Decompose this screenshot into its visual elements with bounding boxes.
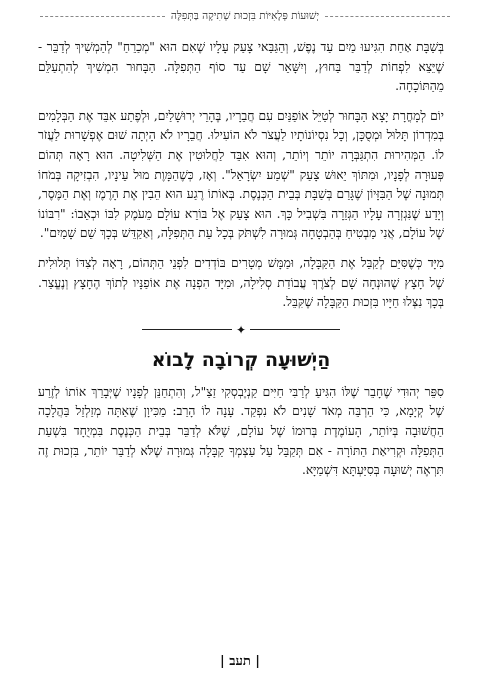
paragraph: בְּשַׁבָּת אַחַת הִגִּיעוּ מַיִם עַד נֶפֶשׁ, וְהַגַּבַּאי צָעַק עָלָיו שֶׁאִם הוּא "מְכַרֵחַ" לְהַמְשִׁיךְ לְדַבֵּר - שֶׁיֵּצֵא לִפְחוֹת לְדַבֵּר בַּחוּץ, וְיִשָּׁאֵר שָׁם עַד סוֹף הַתְּפִלָּה. הַבָּחוּר הִמְשִׁיךְ לְהִתְעַלֵּם מֵהַתּוֹכָחָה. — [38, 40, 444, 94]
header-rule-left — [40, 16, 165, 17]
paragraph: מִיָּד כְּשֶׁסִּיֵּם לְקַבֵּל אֶת הַקַּבָּלָה, וּמַמָּשׁ מְטָרִים בּוֹדְדִים לִפְנֵי הַתְּהוֹם, רָאָה לְצִדּוֹ תְּלוּלִית שֶׁל חָצָץ שֶׁהוּנְחָה שָׁם לְצֹרֶךְ עֲבוֹדַת סְלִילָה, וּמִיָּד הִפְנָה אֶת אוֹפַנָּיו לְתוֹךְ הֶחָצָץ וְנֶעֱצַר. בְּכָךְ נִצְּלוּ חַיָּיו בִּזְכוּת הַקַּבָּלָה שֶׁקִּבֵּל. — [38, 255, 444, 310]
divider-line-left — [142, 329, 232, 330]
divider-line-right — [250, 329, 340, 330]
page-number: | תעב | — [219, 654, 261, 669]
divider-ornament-icon: ✦ — [235, 322, 247, 337]
header-rule-right — [325, 16, 450, 17]
running-title: יְשׁוּעוֹת פְּלָאִיּוֹת בִּזְכוּת שְׁתִיקָה בַּתְּפִלָּה — [170, 10, 320, 22]
running-header — [40, 10, 450, 22]
page-body — [38, 38, 444, 491]
paragraph: סִפֵּר יְהוּדִי שֶׁחָבֵר שֶׁלּוֹ הִגִּיעַ לְרַבִּי חַיִּים קַנְיֶבְסְקִי זַצַ"ל, וְהִתְחַנֵּן לְפָנָיו שֶׁיְּבָרֵךְ אוֹתוֹ לְזֶרַע שֶׁל קְיָמָא, כִּי הַרְבֵּה מְאֹד שָׁנִים לֹא נִפְקַד. עָנָה לוֹ הָרַב: מֵכִּיוָן שֶׁאַתָּה מְזַלְזֵל בַּהֲלָכָה הַחֲשׁוּבָה בְּיוֹתֵר, הָעוֹמֶדֶת בְּרוּמוֹ שֶׁל עוֹלָם, שֶׁלֹּא לְדַבֵּר בְּבֵית הַכְּנֶסֶת בִּמְיֻחָד בִּשְׁעַת הַתְּפִלָּה וּקְרִיאַת הַתּוֹרָה - אִם תְּקַבֵּל עַל עַצְמְךָ קַבָּלָה גְּמוּרָה שֶׁלֹּא לְדַבֵּר יוֹתֵר, בִּזְכוּת זֶה תִּרְאֶה יְשׁוּעָה בְּסִיַּעְתָּא דִּשְׁמַיָּא. — [38, 384, 444, 478]
section-title: הַיְשׁוּעָה קְרוֹבָה לָבוֹא — [151, 348, 331, 371]
paragraph: יוֹם לְמָחֳרָת יָצָא הַבָּחוּר לְטַיֵּל אוֹפַנַּיִם עִם חֲבֵרָיו, בֶּהָרֵי יְרוּשָׁלַיִם, וּלְפֶתַע אִבֵּד אֶת הַבְּלָמִים בְּמִדְרוֹן תָּלוּל וּמְסֻכָּן, וְכָל נִסְיוֹנוֹתָיו לַעֲצֹר לֹא הוֹעִילוּ. חֲבֵרָיו לֹא הָיְתָה שׁוּם אֶפְשָׁרוּת לַעֲזֹר לוֹ. הַמְּהִירוּת הִתְגַּבְּרָה יוֹתֵר וְיוֹתֵר, וְהוּא אִבֵּד לַחֲלוּטִין אֶת הַשְּׁלִיטָה. הוּא רָאָה תְּהוֹם פְּעוּרָה לְפָנָיו, וּמִתּוֹךְ יֵאוּשׁ צָעַק "שְׁמַע יִשְׂרָאֵל". וְאָז, כְּשֶׁהַמָּוֶת מוּל עֵינָיו, הִבְזִיקָה בְּמֹחוֹ תְּמוּנָה שֶׁל הַבִּזָּיוֹן שֶׁגָּרַם בְּשַׁבָּת בְּבֵית הַכְּנֶסֶת. בְּאוֹתוֹ רֶגַע הוּא הֵבִין אֶת הָרֶמֶז וְאֶת הַמֶּסֶר, וְיָדַע שֶׁנִּגְזְרָה עָלָיו הַגְּזֵרָה בִּשְׁבִיל כָּךְ. הוּא צָעַק אֶל בּוֹרֵא עוֹלָם מֵעֹמֶק לִבּוֹ וּכְאֵבוֹ: "רִבּוֹנוֹ שֶׁל עוֹלָם, אֲנִי מַבְטִיחַ בְּהַבְטָחָה גְּמוּרָה לִשְׁתֹּק בְּכָל עֵת הַתְּפִלָּה, וְאַקַדֵּשׁ בְּכָךְ שֵׁם שָׁמַיִם". — [38, 108, 444, 241]
section-divider — [38, 323, 444, 337]
